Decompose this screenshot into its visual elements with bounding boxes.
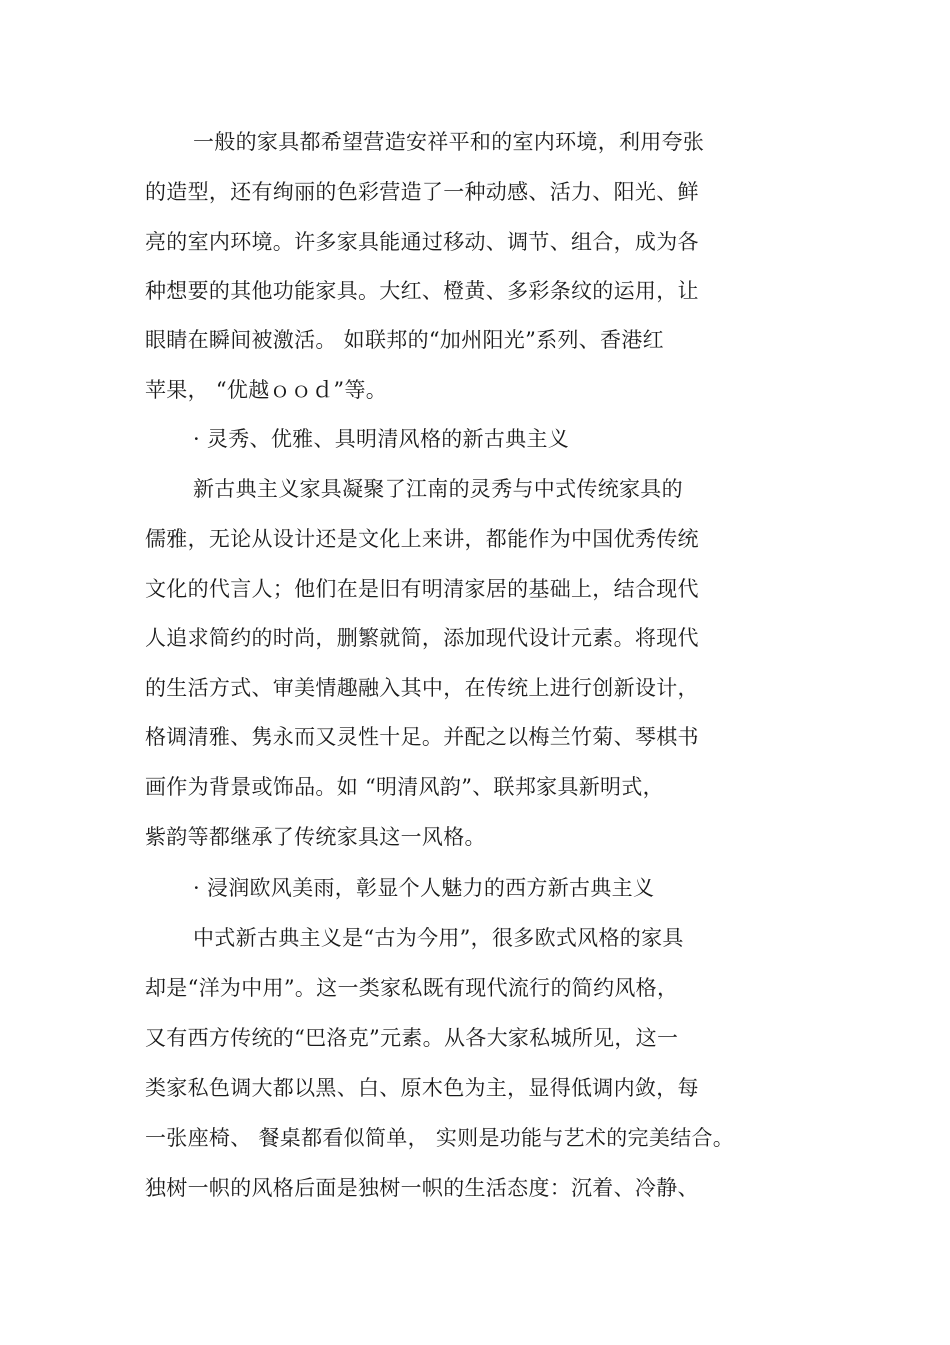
paragraph-line: 人追求简约的时尚，删繁就简，添加现代设计元素。将现代 bbox=[145, 626, 699, 650]
paragraph-line: 种想要的其他功能家具。大红、橙黄、多彩条纹的运用，让 bbox=[145, 279, 699, 303]
paragraph-line: 却是“洋为中用”。这一类家私既有现代流行的简约风格， bbox=[145, 976, 679, 1000]
paragraph-line: 亮的室内环境。许多家具能通过移动、调节、组合，成为各 bbox=[145, 230, 699, 254]
paragraph-line: 一张座椅、 餐桌都看似简单， 实则是功能与艺术的完美结合。 bbox=[145, 1126, 735, 1150]
paragraph-line: 紫韵等都继承了传统家具这一风格。 bbox=[145, 825, 486, 849]
paragraph-line: 文化的代言人；他们在是旧有明清家居的基础上，结合现代 bbox=[145, 577, 699, 601]
paragraph-line: 苹果， “优越ｏｏｄ”等。 bbox=[145, 378, 388, 402]
paragraph-line: 画作为背景或饰品。如 “明清风韵”、联邦家具新明式， bbox=[145, 775, 664, 799]
paragraph-line: 的生活方式、审美情趣融入其中，在传统上进行创新设计， bbox=[145, 676, 699, 700]
paragraph-line: 类家私色调大都以黑、白、原木色为主，显得低调内敛，每 bbox=[145, 1076, 699, 1100]
paragraph-line: 新古典主义家具凝聚了江南的灵秀与中式传统家具的 bbox=[193, 477, 683, 501]
paragraph-line: 儒雅，无论从设计还是文化上来讲，都能作为中国优秀传统 bbox=[145, 527, 699, 551]
section-heading: · 浸润欧风美雨，彰显个人魅力的西方新古典主义 bbox=[193, 876, 655, 900]
section-heading: · 灵秀、优雅、具明清风格的新古典主义 bbox=[193, 427, 570, 451]
paragraph-line: 独树一帜的风格后面是独树一帜的生活态度：沉着、冷静、 bbox=[145, 1176, 699, 1200]
paragraph-line: 中式新古典主义是“古为今用”，很多欧式风格的家具 bbox=[193, 926, 684, 950]
paragraph-line: 格调清雅、隽永而又灵性十足。并配之以梅兰竹菊、琴棋书 bbox=[145, 725, 699, 749]
paragraph-line: 的造型，还有绚丽的色彩营造了一种动感、活力、阳光、鲜 bbox=[145, 180, 699, 204]
paragraph-line: 眼睛在瞬间被激活。 如联邦的“加州阳光”系列、香港红 bbox=[145, 328, 664, 352]
paragraph-line: 又有西方传统的“巴洛克”元素。从各大家私城所见，这一 bbox=[145, 1026, 679, 1050]
paragraph-line: 一般的家具都希望营造安祥平和的室内环境，利用夸张 bbox=[193, 130, 705, 154]
